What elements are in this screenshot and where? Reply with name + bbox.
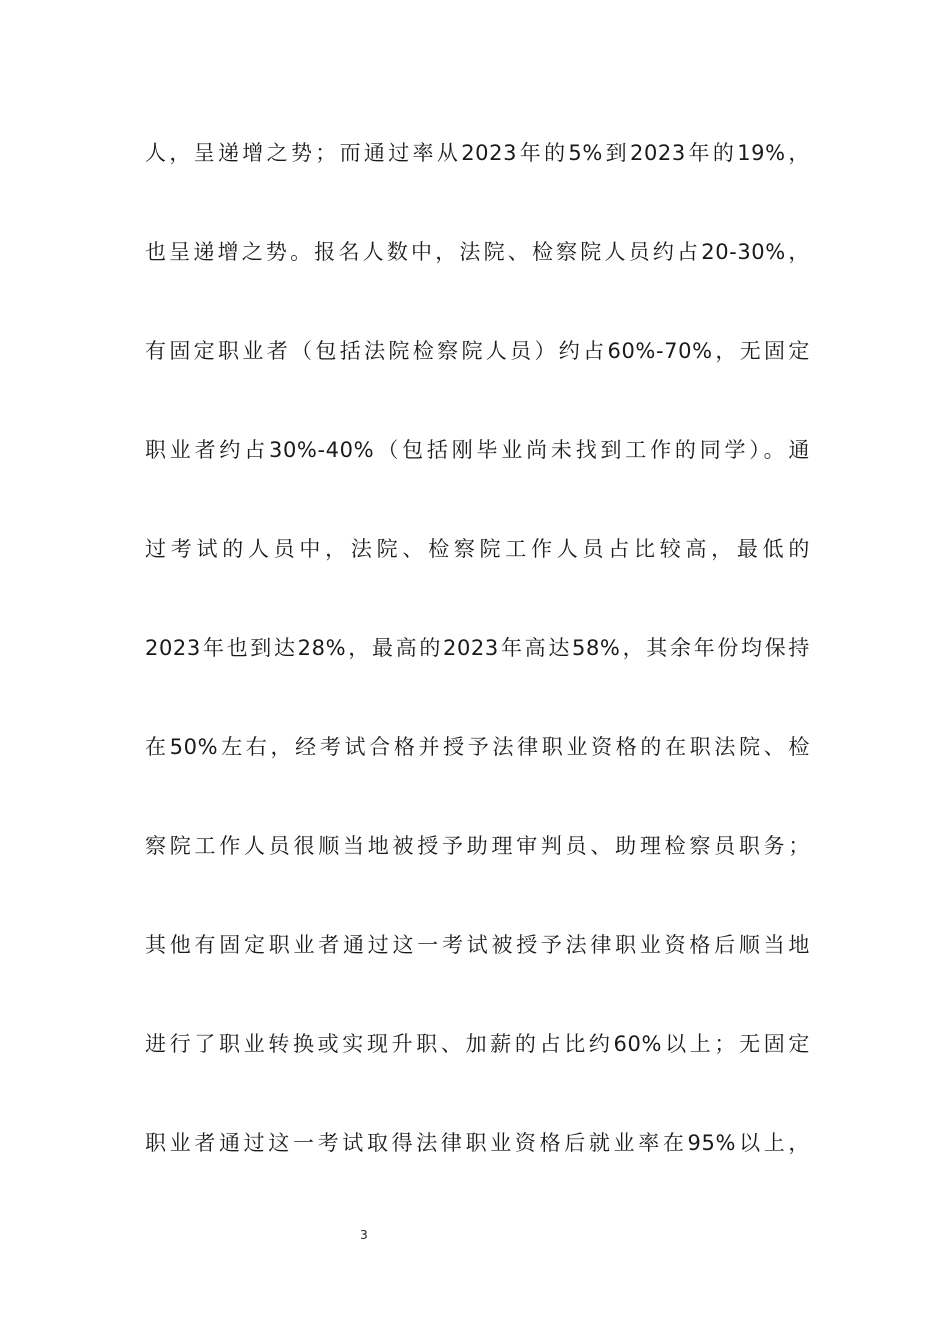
page-number: 3 — [360, 1228, 368, 1242]
text-line: 也呈递增之势。报名人数中，法院、检察院人员约占20-30%， — [145, 240, 810, 264]
body-text — [145, 128, 810, 1217]
text-line: 人，呈递增之势；而通过率从2023年的5%到2023年的19%， — [145, 141, 810, 165]
text-line: 职业者通过这一考试取得法律职业资格后就业率在95%以上， — [145, 1131, 810, 1155]
text-line: 职业者约占30%-40%（包括刚毕业尚未找到工作的同学）。通 — [145, 438, 810, 462]
text-line: 在50%左右，经考试合格并授予法律职业资格的在职法院、检 — [145, 735, 810, 759]
text-line: 有固定职业者（包括法院检察院人员）约占60%-70%，无固定 — [145, 339, 810, 363]
text-line: 进行了职业转换或实现升职、加薪的占比约60%以上；无固定 — [145, 1032, 810, 1056]
text-line: 过考试的人员中，法院、检察院工作人员占比较高，最低的 — [145, 537, 810, 561]
text-line: 2023年也到达28%，最高的2023年高达58%，其余年份均保持 — [145, 636, 810, 660]
text-line: 其他有固定职业者通过这一考试被授予法律职业资格后顺当地 — [145, 933, 810, 957]
text-line: 察院工作人员很顺当地被授予助理审判员、助理检察员职务； — [145, 834, 810, 858]
